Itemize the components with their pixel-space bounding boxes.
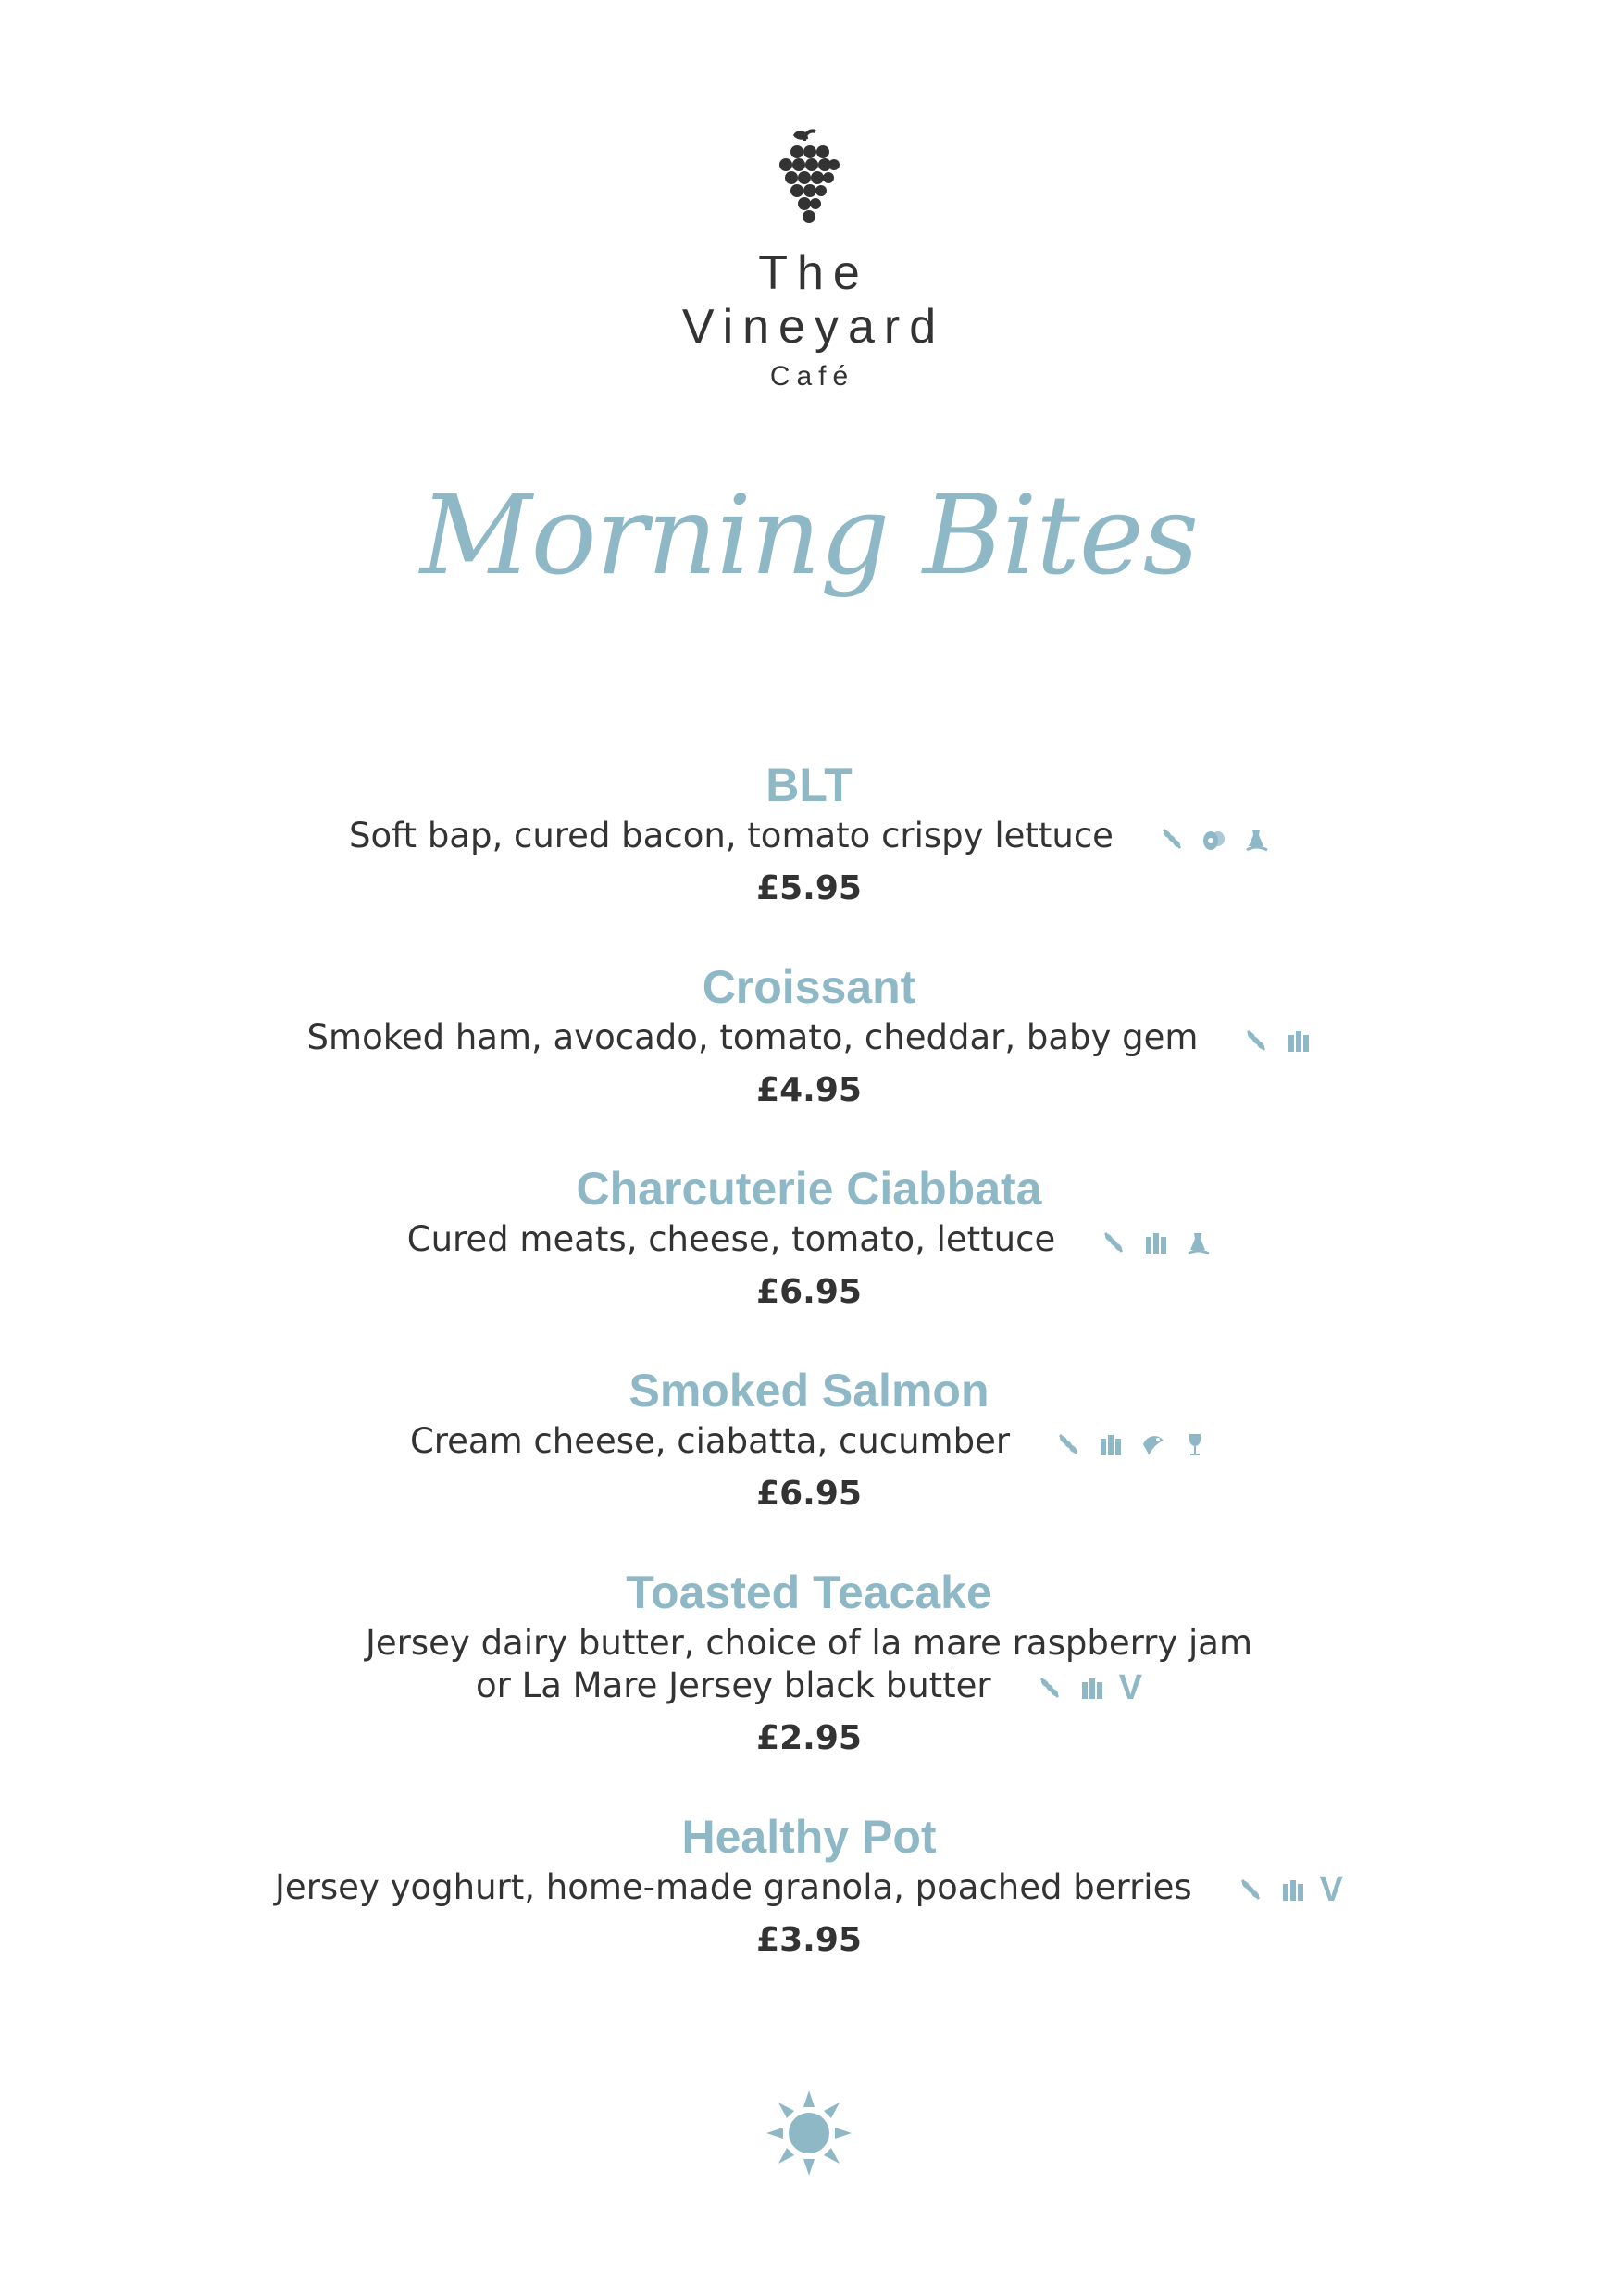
wheat-icon [1158,826,1184,852]
wheat-icon [1100,1229,1126,1255]
menu-item-price: £3.95 [756,1921,862,1960]
menu-item-name: Croissant [702,961,916,1013]
menu-title: Morning Bites [419,471,1199,599]
milk-icon [1279,1877,1305,1903]
menu-item [0,1565,1618,1761]
description-line [0,815,1618,859]
description-line [0,1622,1618,1665]
description-text: Cured meats, cheese, tomato, lettuce [406,1219,1056,1259]
menu-item-description [0,1866,1618,1911]
menu-item-name: Healthy Pot [681,1811,937,1863]
allergen-icons [1220,1867,1343,1912]
menu-item-description [0,1622,1618,1709]
milk-icon [1142,1229,1168,1255]
milk-icon [1097,1431,1123,1457]
brand-name-line1: The [758,246,869,300]
menu-item-price: £4.95 [756,1070,862,1109]
menu-item-price: £6.95 [756,1474,862,1513]
mustard-icon [1243,826,1269,852]
menu-item-price: £2.95 [756,1719,862,1758]
menu-item-description [0,1017,1618,1061]
vegetarian-badge: V [1319,1870,1343,1910]
description-text: or La Mare Jersey black butter [475,1666,991,1705]
mustard-icon [1185,1229,1211,1255]
brand-name-line2: Vineyard [681,300,946,354]
menu-item [0,1809,1618,1963]
sulphites-icon [1182,1431,1208,1457]
menu-item-name: BLT [765,759,853,811]
menu-item-name: Toasted Teacake [626,1566,992,1618]
brand-name-line3: Café [769,361,855,392]
wheat-icon [1054,1431,1080,1457]
description-text: Smoked ham, avocado, tomato, cheddar, baby gem [306,1017,1199,1057]
menu-item-description [0,1218,1618,1263]
description-text: Soft bap, cured bacon, tomato crispy lettuce [349,816,1114,855]
menu-item-name: Charcuterie Ciabbata [576,1163,1042,1215]
menu-item-description [0,815,1618,859]
milk-icon [1078,1675,1104,1701]
description-text: Jersey yoghurt, home-made granola, poached berries [275,1867,1192,1907]
wheat-icon [1036,1675,1062,1701]
description-line [0,1017,1618,1061]
menu-item-description [0,1420,1618,1465]
menu-item-name: Smoked Salmon [629,1365,989,1416]
grapes-icon [777,128,841,224]
description-line [0,1420,1618,1465]
description-line [0,1866,1618,1911]
milk-icon [1285,1028,1311,1054]
fish-icon [1139,1431,1165,1457]
allergen-icons [1083,1220,1211,1263]
wheat-icon [1237,1877,1263,1903]
menu-item-price: £5.95 [756,868,862,907]
description-text: Jersey dairy butter, choice of la mare raspberry jam [365,1623,1253,1663]
allergen-icons [1019,1666,1142,1710]
egg-icon [1201,826,1226,852]
wheat-icon [1242,1028,1268,1054]
menu-item [0,757,1618,911]
description-line [0,1218,1618,1263]
menu-item [0,1161,1618,1315]
description-line [0,1665,1618,1709]
sun-icon [766,2090,852,2176]
menu-item [0,1363,1618,1516]
description-text: Cream cheese, ciabatta, cucumber [409,1421,1011,1461]
allergen-icons [1141,817,1269,859]
menu-item-price: £6.95 [756,1272,862,1311]
menu-item [0,959,1618,1113]
allergen-icons [1226,1018,1311,1061]
allergen-icons [1038,1422,1208,1465]
vegetarian-badge: V [1118,1668,1143,1708]
brand-logo [0,128,1618,394]
